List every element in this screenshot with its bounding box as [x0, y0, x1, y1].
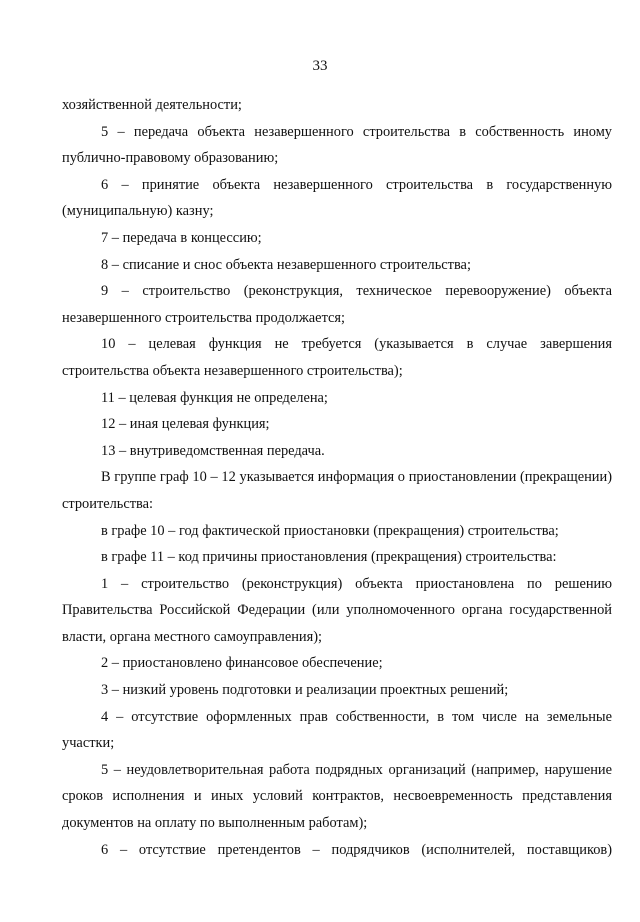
paragraph: 13 – внутриведомственная передача.	[101, 442, 325, 459]
paragraph: 5 – передача объекта незавершенного строительства в собственность иному публично-правовому образованию;	[62, 123, 612, 167]
paragraph: В группе граф 10 – 12 указывается информация о приостановлении (прекращении) строительства:	[62, 469, 612, 512]
paragraph: 11 – целевая функция не определена;	[101, 389, 328, 406]
paragraph: в графе 11 – код причины приостановления (прекращения) строительства:	[101, 549, 557, 566]
document-body	[62, 92, 612, 863]
paragraph: 12 – иная целевая функция;	[101, 416, 270, 433]
paragraph: 8 – списание и снос объекта незавершенного строительства;	[101, 256, 471, 273]
paragraph: 6 – принятие объекта незавершенного строительства в государственную (муниципальную) казну;	[62, 176, 612, 220]
paragraph: 9 – строительство (реконструкция, техническое перевооружение) объекта незавершенного строительства продолжается;	[62, 283, 612, 326]
page-number: 33	[312, 58, 328, 74]
paragraph: 4 – отсутствие оформленных прав собственности, в том числе на земельные участки;	[62, 708, 612, 752]
paragraph: в графе 10 – год фактической приостановки (прекращения) строительства;	[101, 522, 559, 539]
paragraph: 2 – приостановлено финансовое обеспечение;	[101, 655, 383, 672]
paragraph: 3 – низкий уровень подготовки и реализации проектных решений;	[101, 682, 509, 699]
paragraph: 7 – передача в концессию;	[101, 229, 262, 246]
paragraph: 6 – отсутствие претендентов – подрядчиков (исполнителей, поставщиков)	[101, 841, 612, 858]
paragraph: хозяйственной деятельности;	[62, 97, 242, 113]
paragraph: 10 – целевая функция не требуется (указывается в случае завершения строительства объекта незавершенного строительства);	[62, 336, 612, 379]
paragraph: 5 – неудовлетворительная работа подрядных организаций (например, нарушение сроков исполнения и иных условий контрактов, несвоевременность представления документов на оплату по выполненным работам);	[62, 761, 612, 832]
paragraph: 1 – строительство (реконструкция) объекта приостановлена по решению Правительства Российской Федерации (или уполномоченного органа государственной власти, органа местного самоуправления);	[62, 575, 612, 645]
